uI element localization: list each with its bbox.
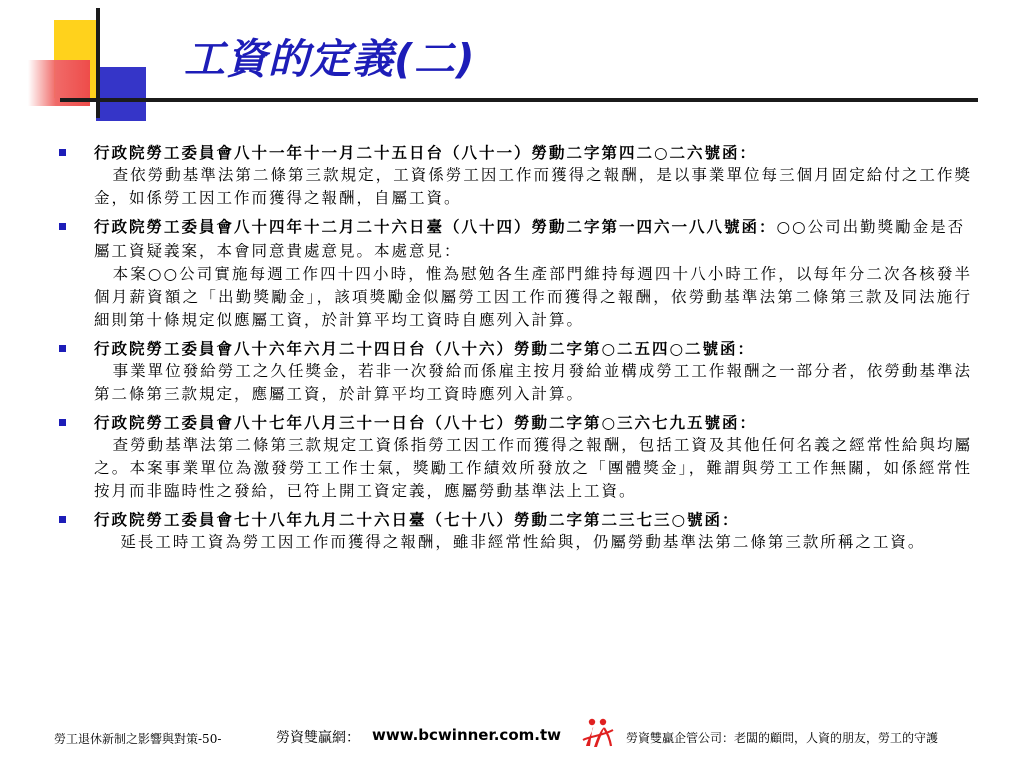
footer-site-label: 勞資雙贏網： <box>276 730 360 746</box>
ruling-item <box>56 411 972 503</box>
ruling-heading: 行政院勞工委員會八十七年八月三十一日台（八十七）勞動二字第○三六七九五號函： <box>94 413 758 432</box>
bullet-icon <box>59 516 66 523</box>
footer-site-url[interactable]: www.bcwinner.com.tw <box>372 726 561 744</box>
title-underline <box>60 98 978 102</box>
ruling-item <box>56 337 972 406</box>
ruling-heading: 行政院勞工委員會八十一年十一月二十五日台（八十一）勞動二字第四二○二六號函： <box>94 143 758 162</box>
bullet-icon <box>59 419 66 426</box>
ruling-body: 查勞動基準法第二條第三款規定工資係指勞工因工作而獲得之報酬，包括工資及其他任何名義之經常性給與均屬之。本案事業單位為激發勞工工作士氣，獎勵工作績效所發放之「團體獎金」，難謂與勞工工作無關，如係經常性按月而非臨時性之發給，已符上開工資定義，應屬勞動基準法上工資。 <box>94 436 972 500</box>
ruling-heading-tail: ○○公司出勤獎勵金是否屬工資疑義案，本會同意貴處意見。本處意見： <box>94 218 966 260</box>
ruling-item <box>56 141 972 210</box>
company-logo-icon <box>580 716 616 752</box>
bullet-icon <box>59 223 66 230</box>
ruling-body: 延長工時工資為勞工因工作而獲得之報酬，雖非經常性給與，仍屬勞動基準法第二條第三款所稱之工資。 <box>120 533 926 551</box>
bullet-icon <box>59 149 66 156</box>
slide-footer <box>0 726 1024 750</box>
ruling-heading <box>94 215 972 263</box>
slide-title: 工資的定義(二) <box>184 35 476 83</box>
footer-page-label: 勞工退休新制之影響與對策-50- <box>54 732 222 746</box>
logo-blue-block <box>96 67 146 121</box>
ruling-heading: 行政院勞工委員會八十六年六月二十四日台（八十六）勞動二字第○二五四○二號函： <box>94 339 756 358</box>
ruling-body: 事業單位發給勞工之久任獎金，若非一次發給而係雇主按月發給並構成勞工工作報酬之一部分者，依勞動基準法第二條第三款規定，應屬工資，於計算平均工資時應列入計算。 <box>94 362 972 403</box>
ruling-body: 本案○○公司實施每週工作四十四小時，惟為慰勉各生產部門維持每週四十八小時工作，以每年分二次各核發半個月薪資額之「出勤獎勵金」，該項獎勵金似屬勞工因工作而獲得之報酬，依勞動基準法第二條第三款及同法施行細則第十條規定似應屬工資，於計算平均工資時自應列入計算。 <box>94 265 972 329</box>
ruling-item <box>56 508 972 554</box>
ruling-item <box>56 215 972 332</box>
ruling-heading-title: 行政院勞工委員會八十四年十二月二十六日臺（八十四）勞動二字第一四六一八八號函： <box>94 217 777 236</box>
footer-company-slogan: 勞資雙贏企管公司：老闆的顧問，人資的朋友，勞工的守護 <box>626 731 939 745</box>
bullet-icon <box>59 345 66 352</box>
ruling-body: 查依勞動基準法第二條第三款規定，工資係勞工因工作而獲得之報酬，是以事業單位每三個月固定給付之工作獎金，如係勞工因工作而獲得之報酬，自屬工資。 <box>94 166 972 207</box>
slide-content <box>56 141 972 554</box>
ruling-heading: 行政院勞工委員會七十八年九月二十六日臺（七十八）勞動二字第二三七三○號函： <box>94 510 740 529</box>
